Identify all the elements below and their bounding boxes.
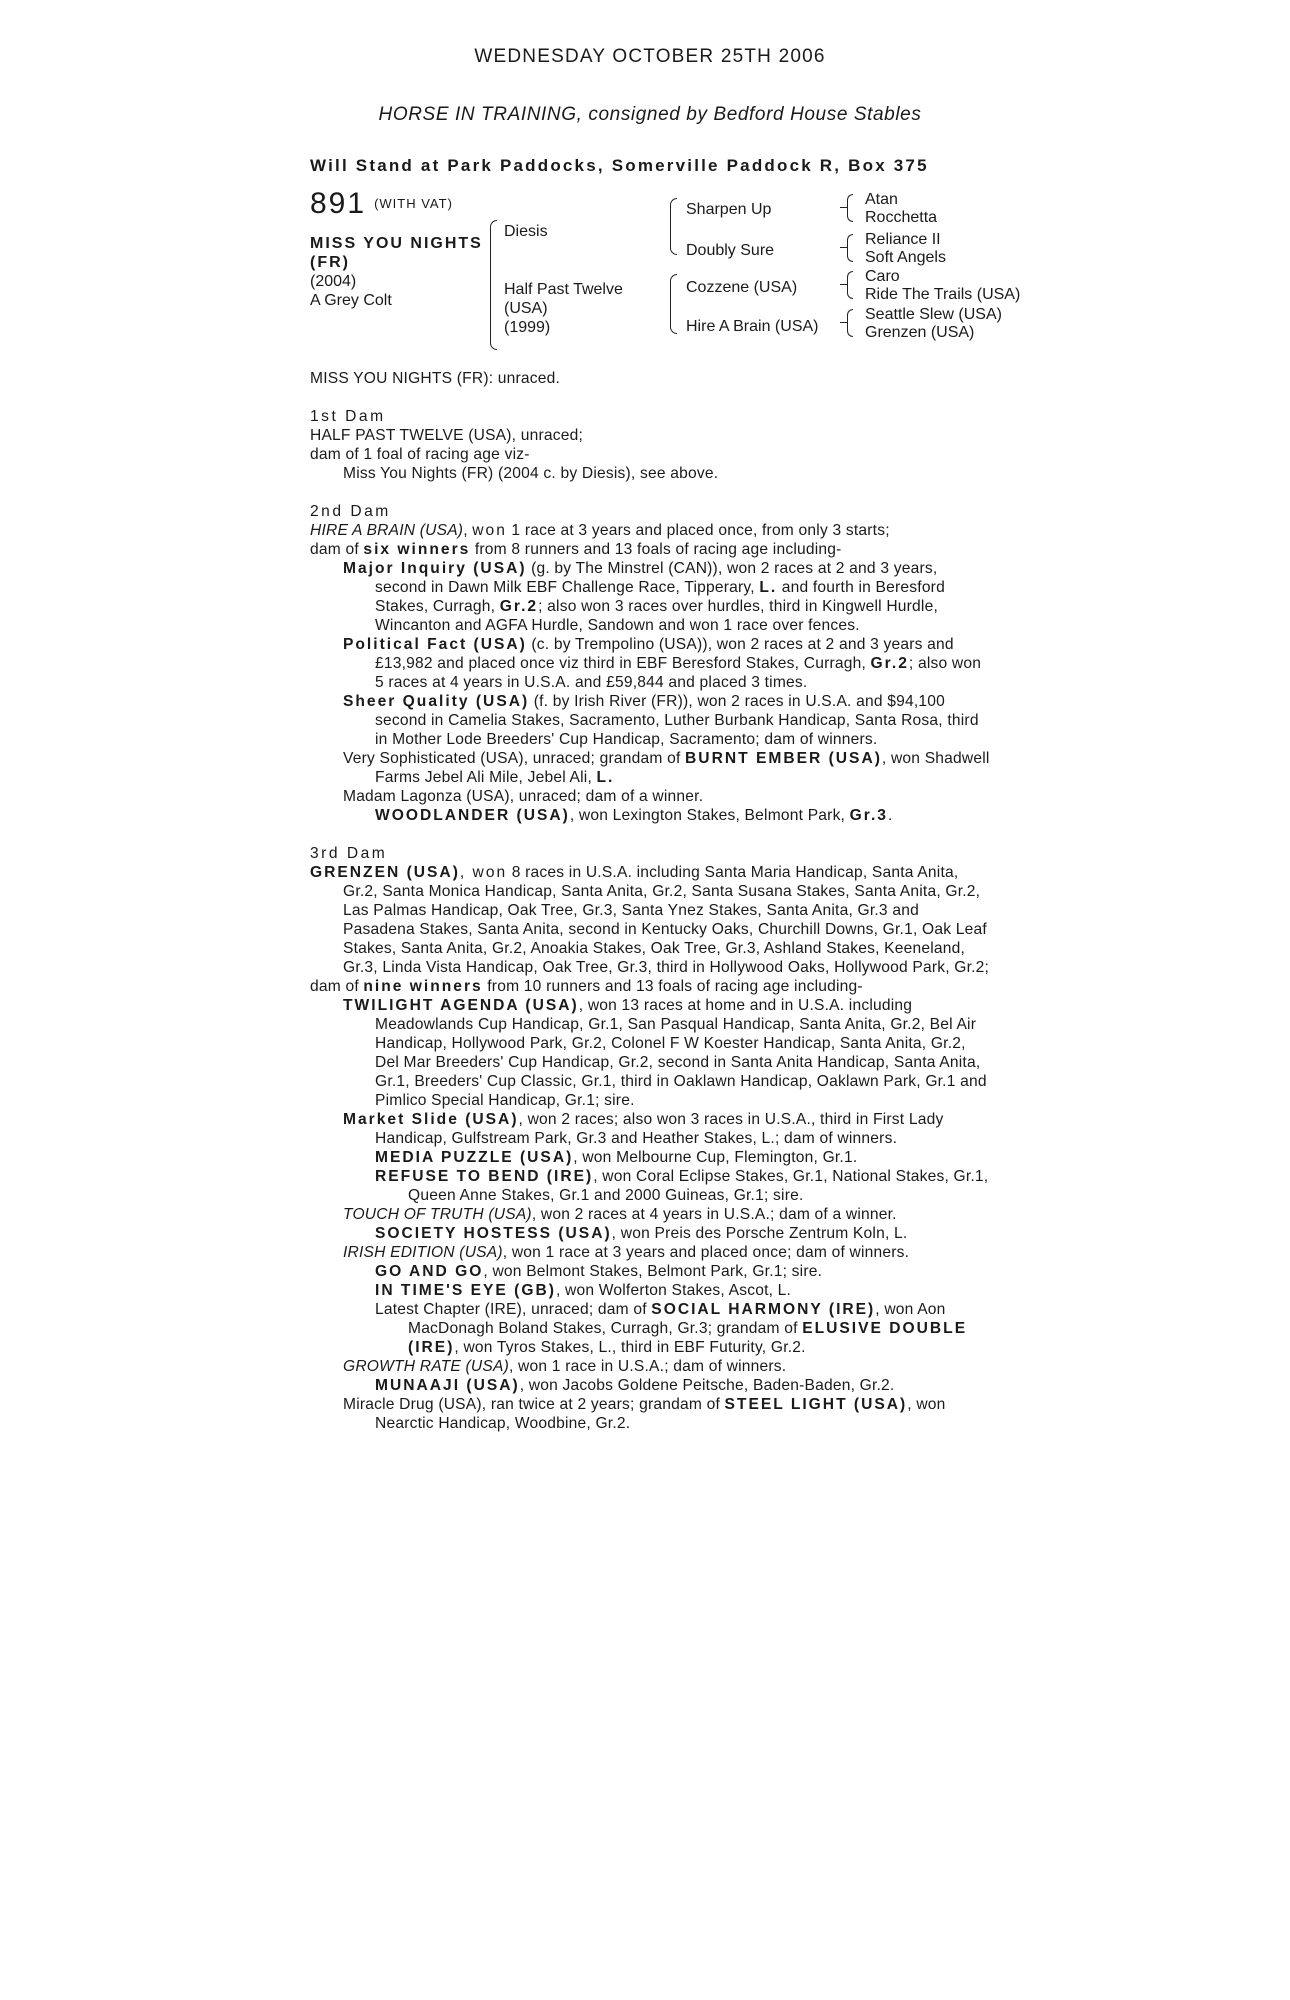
text-run: from 10 runners and 13 foals of racing age including- [482,978,863,995]
produce-entry [310,1395,990,1433]
produce-name: WOODLANDER (USA) [375,807,570,824]
produce-name: SOCIETY HOSTESS (USA) [375,1225,612,1242]
sale-date: WEDNESDAY OCTOBER 25TH 2006 [474,46,826,67]
dam-country: (USA) [504,300,548,317]
text-run: , won 1 race at 3 years and placed once; dam of winners. [502,1244,910,1261]
lot-number: 891 [310,187,367,220]
foal-entry: Miss You Nights (FR) (2004 c. by Diesis), see above. [343,465,719,482]
produce-name: Political Fact (USA) [343,636,527,653]
text-run: , won 1 race in U.S.A.; dam of winners. [508,1358,787,1375]
second-dam-line [310,521,990,540]
grade-mark: Gr.2 [499,598,539,615]
text-run: , won 13 races at home and in U.S.A. including Meadowlands Cup Handicap, Gr.1, San Pasqual Handicap, Santa Anita, Gr.2, Bel Air Handicap, Hollywood Park, Gr.2, Colonel F W Koester Handicap, Santa Anita, Gr.2, Del Mar Breeders' Cup Handicap, Gr.2, second in Santa Anita Handicap, Santa Anita, Gr.1, Breeders' Cup Classic, Gr.1, third in Oaklawn Handicap, Oaklawn Park, Gr.1 and Pimlico Special Handicap, Gr.1; sire. [375,997,987,1109]
sire-sire: Sharpen Up [686,201,772,218]
ancestor-7: Seattle Slew (USA) [865,306,1002,323]
produce-entry [310,1262,990,1281]
third-dam-name: GRENZEN (USA) [310,864,460,881]
text-run: , won Coral Eclipse Stakes, Gr.1, National Stakes, Gr.1, Queen Anne Stakes, Gr.1 and 2000 Guineas, Gr.1; sire. [408,1168,989,1204]
text-run: , won Jacobs Goldene Peitsche, Baden-Baden, Gr.2. [519,1377,895,1394]
text-run: Very Sophisticated (USA), unraced; grandam of [343,750,686,767]
ancestor-8: Grenzen (USA) [865,324,975,341]
pedigree-brace [840,284,847,285]
text-run: ; also won 3 races over hurdles, third in Kingwell Hurdle, Wincanton and AGFA Hurdle, Sandown and won 1 race over fences. [375,598,938,634]
text-run: ; also won 5 races at 4 years in U.S.A. and £59,844 and placed 3 times. [375,655,982,691]
produce-name: SOCIAL HARMONY (IRE) [651,1301,876,1318]
horse-name: MISS YOU NIGHTS [310,235,483,252]
section-heading-3rd-dam: 3rd Dam [310,845,388,862]
text-run: , won [459,864,508,881]
text-run: 1 race at 3 years and placed once, from only 3 starts; [506,522,890,539]
lot-entry [310,46,1021,1433]
produce-name: GROWTH RATE (USA) [343,1358,509,1375]
produce-entry [310,1110,990,1148]
produce-entry [310,1300,990,1357]
grade-mark: L. [596,769,615,786]
dam-name: Half Past Twelve [504,281,623,298]
text-run: won [472,522,507,539]
text-run: , won Wolferton Stakes, Ascot, L. [555,1282,792,1299]
stand-location: Will Stand at Park Paddocks, Somerville Paddock R, Box 375 [310,156,929,175]
produce-name: MEDIA PUZZLE (USA) [375,1149,574,1166]
third-dam-line [310,863,990,977]
dam-dam: Hire A Brain (USA) [686,318,819,335]
text-run: , won Preis des Porsche Zentrum Koln, L. [611,1225,908,1242]
text-run: and fourth in Beresford Stakes, Curragh, [375,579,945,615]
pedigree-brace [670,274,677,334]
winner-count: nine winners [363,978,483,995]
produce-entry [310,749,990,787]
produce-entry [310,1205,990,1224]
produce-name: Major Inquiry (USA) [343,560,527,577]
ancestor-3: Reliance II [865,231,941,248]
grade-mark: Gr.2 [870,655,909,672]
pedigree-brace [840,247,847,248]
ancestor-1: Atan [865,191,898,208]
pedigree-brace [847,271,853,299]
produce-entry [310,559,990,635]
pedigree-brace [490,220,497,350]
section-heading-1st-dam: 1st Dam [310,408,386,425]
horse-description: A Grey Colt [310,292,392,309]
text-run: , won Belmont Stakes, Belmont Park, Gr.1; sire. [483,1263,823,1280]
pedigree-brace [847,194,853,222]
produce-entry [310,1281,990,1300]
consignment-line: HORSE IN TRAINING, consigned by Bedford House Stables [378,104,922,125]
text-run: (c. by Trempolino (USA)), won 2 races at 2 and 3 years and £13,982 and placed once viz third in EBF Beresford Stakes, Curragh, [375,636,954,672]
produce-name: REFUSE TO BEND (IRE) [375,1168,594,1185]
text-run: , won Lexington Stakes, Belmont Park, [569,807,850,824]
dam-sire: Cozzene (USA) [686,279,798,296]
produce-name: ELUSIVE DOUBLE (IRE) [408,1320,968,1356]
pedigree-brace [847,234,853,262]
second-dam-name: HIRE A BRAIN (USA) [310,522,464,539]
text-run: from 8 runners and 13 foals of racing age including- [470,541,842,558]
produce-entry [310,806,990,825]
dam-foals-line: dam of 1 foal of racing age viz- [310,446,530,463]
second-dam-produce-line [310,540,990,559]
produce-entry [310,1148,990,1167]
text-run: , won 2 races at 4 years in U.S.A.; dam of a winner. [531,1206,897,1223]
text-run: (f. by Irish River (FR)), won 2 races in U.S.A. and $94,100 second in Camelia Stakes, Sacramento, Luther Burbank Handicap, Santa Rosa, third in Mother Lode Breeders' Cup Handicap, Sacramento; dam of winners. [375,693,979,748]
produce-name: GO AND GO [375,1263,484,1280]
text-run: Miracle Drug (USA), ran twice at 2 years; grandam of [343,1396,725,1413]
text-run: 8 races in U.S.A. including Santa Maria Handicap, Santa Anita, Gr.2, Santa Monica Handicap, Santa Anita, Gr.2, Santa Susana Stakes, Santa Anita, Gr.2, Las Palmas Handicap, Oak Tree, Gr.3, Santa Ynez Stakes, Santa Anita, Gr.3 and Pasadena Stakes, Santa Anita, second in Kentucky Oaks, Churchill Downs, Gr.1, Oak Leaf Stakes, Santa Anita, Gr.2, Anoakia Stakes, Oak Tree, Gr.3, Ashland Stakes, Keeneland, Gr.3, Linda Vista Handicap, Oak Tree, Gr.3, third in Hollywood Oaks, Hollywood Park, Gr.2; [343,864,990,976]
text-run: , won Melbourne Cup, Flemington, Gr.1. [573,1149,858,1166]
produce-name: STEEL LIGHT (USA) [724,1396,908,1413]
produce-entry [310,1224,990,1243]
sire: Diesis [504,223,548,240]
pedigree-brace [670,198,677,255]
race-record [310,369,990,1433]
ancestor-5: Caro [865,268,900,285]
produce-entry [310,996,990,1110]
pedigree-table [310,187,1021,369]
text-run: , won Aon MacDonagh Boland Stakes, Curragh, Gr.3; grandam of [408,1301,946,1337]
text-run: (g. by The Minstrel (CAN)), won 2 races at 2 and 3 years, second in Dawn Milk EBF Challenge Race, Tipperary, [375,560,938,596]
produce-name: Market Slide (USA) [343,1111,519,1128]
pedigree-brace [847,309,853,337]
produce-entry: Madam Lagonza (USA), unraced; dam of a winner. [343,788,704,805]
lot-number-line [310,187,453,220]
horse-year: (2004) [310,273,357,290]
produce-name: TOUCH OF TRUTH (USA) [343,1206,532,1223]
text-run: Latest Chapter (IRE), unraced; dam of [375,1301,652,1318]
horse-summary: MISS YOU NIGHTS (FR): unraced. [310,370,561,387]
pedigree-brace [840,207,847,208]
produce-name: TWILIGHT AGENDA (USA) [343,997,579,1014]
horse-country: (FR) [310,254,350,271]
vat-note: (WITH VAT) [374,196,453,211]
produce-entry [310,692,990,749]
text-run: , won Nearctic Handicap, Woodbine, Gr.2. [375,1396,946,1432]
produce-entry [310,1243,990,1262]
produce-entry [310,1167,990,1205]
dam-line: HALF PAST TWELVE (USA), unraced; [310,427,584,444]
dam-year: (1999) [504,319,551,336]
text-run: , won Shadwell Farms Jebel Ali Mile, Jebel Ali, [375,750,990,786]
text-run: dam of [310,541,364,558]
pedigree-brace [840,322,847,323]
ancestor-4: Soft Angels [865,249,946,266]
ancestor-2: Rocchetta [865,209,938,226]
winner-count: six winners [363,541,471,558]
grade-mark: Gr.3 [849,807,888,824]
text-run: , won Tyros Stakes, L., third in EBF Futurity, Gr.2. [454,1339,806,1356]
produce-name: MUNAAJI (USA) [375,1377,520,1394]
third-dam-produce-line [310,977,990,996]
produce-entry [310,635,990,692]
produce-name: IRISH EDITION (USA) [343,1244,503,1261]
text-run: dam of [310,978,364,995]
text-run: , [463,522,473,539]
produce-name: IN TIME'S EYE (GB) [375,1282,556,1299]
produce-name: BURNT EMBER (USA) [685,750,882,767]
sire-dam: Doubly Sure [686,242,775,259]
produce-entry [310,1376,990,1395]
produce-entry [310,1357,990,1376]
section-heading-2nd-dam: 2nd Dam [310,503,391,520]
text-run: . [887,807,893,824]
grade-mark: L. [759,579,778,596]
ancestor-6: Ride The Trails (USA) [865,286,1021,303]
produce-name: Sheer Quality (USA) [343,693,530,710]
text-run: , won 2 races; also won 3 races in U.S.A., third in First Lady Handicap, Gulfstream Park, Gr.3 and Heather Stakes, L.; dam of winners. [375,1111,944,1147]
